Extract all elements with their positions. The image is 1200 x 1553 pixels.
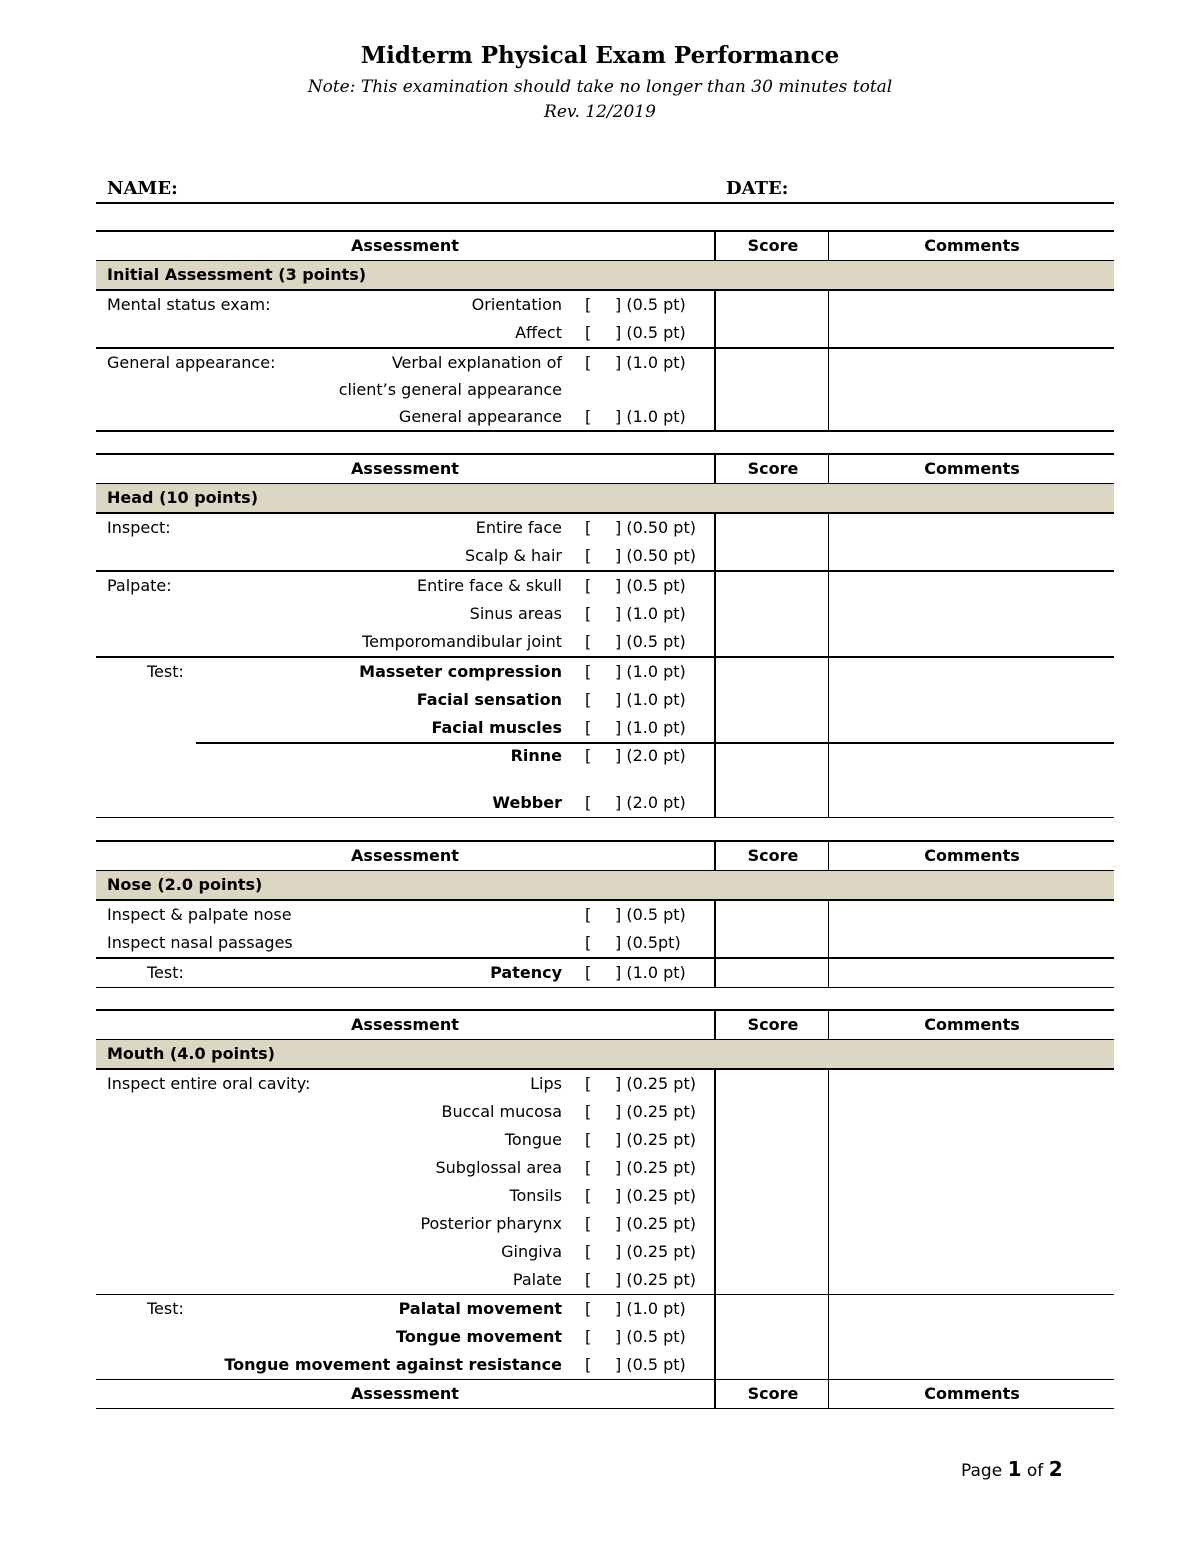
item-row — [96, 742, 1114, 770]
item-points: ] (0.5 pt) — [615, 576, 686, 595]
item-points: ] (1.0 pt) — [615, 353, 686, 372]
item-points: ] (0.5 pt) — [615, 905, 686, 924]
item-points: ] (0.5 pt) — [615, 323, 686, 342]
item-points: ] (1.0 pt) — [615, 718, 686, 737]
item-row — [96, 542, 1114, 570]
item-row-continued — [96, 376, 1114, 403]
group-label: Test: — [147, 662, 184, 681]
col-score: Score — [714, 1380, 830, 1408]
item-label: Verbal explanation of — [391, 353, 562, 372]
checkbox-bracket[interactable]: [ — [585, 604, 592, 623]
item-points: ] (0.5pt) — [615, 933, 681, 952]
group-mental-status — [96, 291, 1114, 349]
section-mouth — [96, 1009, 1114, 1409]
col-score: Score — [714, 455, 830, 483]
col-comments: Comments — [828, 1380, 1115, 1408]
col-score: Score — [714, 1011, 830, 1039]
item-label: Palatal movement — [398, 1299, 562, 1318]
item-label: Tongue movement against resistance — [224, 1355, 562, 1374]
group-inspect — [96, 1070, 1114, 1295]
item-points: ] (2.0 pt) — [615, 793, 686, 812]
item-row — [96, 319, 1114, 347]
col-assessment: Assessment — [351, 1384, 459, 1403]
checkbox-bracket[interactable]: [ — [585, 546, 592, 565]
column-header-row — [96, 453, 1114, 484]
item-points: ] (0.50 pt) — [615, 546, 696, 565]
item-row — [96, 1070, 1114, 1098]
item-points: ] (0.25 pt) — [615, 1214, 696, 1233]
checkbox-bracket[interactable]: [ — [585, 353, 592, 372]
item-points: ] (0.5 pt) — [615, 1355, 686, 1374]
item-row — [96, 628, 1114, 656]
date-label: DATE: — [726, 178, 789, 199]
item-label: client’s general appearance — [338, 380, 562, 399]
group-label: General appearance: — [107, 353, 276, 372]
item-label: Tonsils — [509, 1186, 562, 1205]
group-test — [96, 959, 1114, 988]
group-label: Inspect nasal passages — [107, 933, 293, 952]
item-row — [96, 349, 1114, 376]
of-word: of — [1026, 1461, 1044, 1481]
checkbox-bracket[interactable]: [ — [585, 905, 592, 924]
group-test — [96, 658, 1114, 818]
col-comments: Comments — [828, 232, 1115, 260]
item-label: Gingiva — [501, 1242, 562, 1261]
checkbox-bracket[interactable]: [ — [585, 662, 592, 681]
item-label: General appearance — [398, 407, 562, 426]
document-title: Midterm Physical Exam Performance — [360, 42, 840, 69]
item-label: Entire face & skull — [417, 576, 562, 595]
item-row — [96, 1154, 1114, 1182]
section-head — [96, 453, 1114, 818]
column-header-row — [96, 1379, 1114, 1409]
checkbox-bracket[interactable]: [ — [585, 963, 592, 982]
item-row — [96, 658, 1114, 686]
item-label: Tongue movement — [396, 1327, 562, 1346]
checkbox-bracket[interactable]: [ — [585, 632, 592, 651]
item-row — [96, 1182, 1114, 1210]
page-total: 2 — [1048, 1457, 1063, 1481]
checkbox-bracket[interactable]: [ — [585, 1270, 592, 1289]
group-inspect — [96, 514, 1114, 572]
item-label: Masseter compression — [359, 662, 562, 681]
checkbox-bracket[interactable]: [ — [585, 1130, 592, 1149]
item-row — [96, 959, 1114, 987]
col-assessment: Assessment — [351, 236, 459, 255]
item-row — [96, 1098, 1114, 1126]
item-row — [96, 403, 1114, 430]
section-title: Initial Assessment (3 points) — [96, 261, 1114, 291]
item-row — [96, 929, 1114, 957]
column-header-row — [96, 1009, 1114, 1040]
item-points: ] (0.5 pt) — [615, 295, 686, 314]
col-score: Score — [714, 232, 830, 260]
item-label: Facial muscles — [431, 718, 562, 737]
item-label: Webber — [492, 793, 562, 812]
item-row — [96, 572, 1114, 600]
item-label: Scalp & hair — [465, 546, 562, 565]
group-label: Inspect entire oral cavity: — [107, 1074, 311, 1093]
item-label: Tongue — [504, 1130, 562, 1149]
item-row — [96, 789, 1114, 817]
group-palpate — [96, 572, 1114, 658]
item-points: ] (0.25 pt) — [615, 1102, 696, 1121]
group-label: Inspect & palpate nose — [107, 905, 292, 924]
item-points: ] (1.0 pt) — [615, 963, 686, 982]
item-label: Affect — [515, 323, 562, 342]
item-row — [96, 514, 1114, 542]
checkbox-bracket[interactable]: [ — [585, 933, 592, 952]
item-label: Entire face — [475, 518, 562, 537]
name-date-line — [96, 202, 1114, 204]
section-nose — [96, 840, 1114, 988]
checkbox-bracket[interactable]: [ — [585, 323, 592, 342]
item-row — [96, 1266, 1114, 1294]
checkbox-bracket[interactable]: [ — [585, 576, 592, 595]
group-label: Palpate: — [107, 576, 172, 595]
section-title: Mouth (4.0 points) — [96, 1040, 1114, 1070]
group-inspect — [96, 901, 1114, 959]
item-row — [96, 686, 1114, 714]
col-comments: Comments — [828, 1011, 1115, 1039]
checkbox-bracket[interactable]: [ — [585, 690, 592, 709]
item-points: ] (2.0 pt) — [615, 746, 686, 765]
page-current: 1 — [1007, 1457, 1022, 1481]
item-points: ] (0.50 pt) — [615, 518, 696, 537]
col-assessment: Assessment — [351, 1015, 459, 1034]
checkbox-bracket[interactable]: [ — [585, 1299, 592, 1318]
group-test — [96, 1295, 1114, 1379]
item-label: Rinne — [510, 746, 562, 765]
item-label: Buccal mucosa — [441, 1102, 562, 1121]
item-row — [96, 1295, 1114, 1323]
item-points: ] (1.0 pt) — [615, 407, 686, 426]
item-row — [96, 1210, 1114, 1238]
page-word: Page — [961, 1461, 1003, 1481]
spacer — [96, 770, 1114, 789]
item-points: ] (1.0 pt) — [615, 1299, 686, 1318]
item-label: Temporomandibular joint — [362, 632, 562, 651]
item-points: ] (0.25 pt) — [615, 1130, 696, 1149]
item-points: ] (0.25 pt) — [615, 1158, 696, 1177]
section-initial-assessment — [96, 230, 1114, 432]
item-row — [96, 1323, 1114, 1351]
checkbox-bracket[interactable]: [ — [585, 793, 592, 812]
checkbox-bracket[interactable]: [ — [585, 295, 592, 314]
item-row — [96, 901, 1114, 929]
item-row — [96, 1126, 1114, 1154]
checkbox-bracket[interactable]: [ — [585, 1102, 592, 1121]
item-points: ] (1.0 pt) — [615, 662, 686, 681]
item-row — [96, 1238, 1114, 1266]
item-row — [96, 600, 1114, 628]
item-label: Sinus areas — [469, 604, 562, 623]
item-label: Subglossal area — [435, 1158, 562, 1177]
item-row — [96, 714, 1114, 742]
checkbox-bracket[interactable]: [ — [585, 746, 592, 765]
item-points: ] (0.5 pt) — [615, 1327, 686, 1346]
group-label: Inspect: — [107, 518, 171, 537]
item-points: ] (0.25 pt) — [615, 1242, 696, 1261]
checkbox-bracket[interactable]: [ — [585, 1242, 592, 1261]
checkbox-bracket[interactable]: [ — [585, 1214, 592, 1233]
checkbox-bracket[interactable]: [ — [585, 1158, 592, 1177]
col-assessment: Assessment — [351, 459, 459, 478]
item-label: Posterior pharynx — [420, 1214, 562, 1233]
group-label: Test: — [147, 963, 184, 982]
item-label: Lips — [530, 1074, 562, 1093]
item-label: Facial sensation — [416, 690, 562, 709]
group-general-appearance — [96, 349, 1114, 432]
col-assessment: Assessment — [351, 846, 459, 865]
checkbox-bracket[interactable]: [ — [585, 1327, 592, 1346]
checkbox-bracket[interactable]: [ — [585, 407, 592, 426]
item-points: ] (0.25 pt) — [615, 1074, 696, 1093]
section-title: Nose (2.0 points) — [96, 871, 1114, 901]
checkbox-bracket[interactable]: [ — [585, 1355, 592, 1374]
item-label: Patency — [490, 963, 562, 982]
group-label: Test: — [147, 1299, 184, 1318]
col-score: Score — [714, 842, 830, 870]
checkbox-bracket[interactable]: [ — [585, 1186, 592, 1205]
column-header-row — [96, 230, 1114, 261]
column-header-row — [96, 840, 1114, 871]
duration-note: Note: This examination should take no longer than 30 minutes total — [307, 77, 893, 97]
item-points: ] (1.0 pt) — [615, 690, 686, 709]
item-points: ] (0.5 pt) — [615, 632, 686, 651]
col-comments: Comments — [828, 842, 1115, 870]
item-points: ] (0.25 pt) — [615, 1270, 696, 1289]
checkbox-bracket[interactable]: [ — [585, 718, 592, 737]
col-comments: Comments — [828, 455, 1115, 483]
group-label: Mental status exam: — [107, 295, 271, 314]
name-label: NAME: — [107, 178, 178, 199]
page-number — [961, 1457, 1063, 1481]
item-label: Palate — [512, 1270, 562, 1289]
item-label: Orientation — [471, 295, 562, 314]
checkbox-bracket[interactable]: [ — [585, 518, 592, 537]
item-points: ] (0.25 pt) — [615, 1186, 696, 1205]
section-title: Head (10 points) — [96, 484, 1114, 514]
revision-date: Rev. 12/2019 — [544, 102, 656, 122]
checkbox-bracket[interactable]: [ — [585, 1074, 592, 1093]
item-row — [96, 291, 1114, 319]
item-row — [96, 1351, 1114, 1379]
item-points: ] (1.0 pt) — [615, 604, 686, 623]
